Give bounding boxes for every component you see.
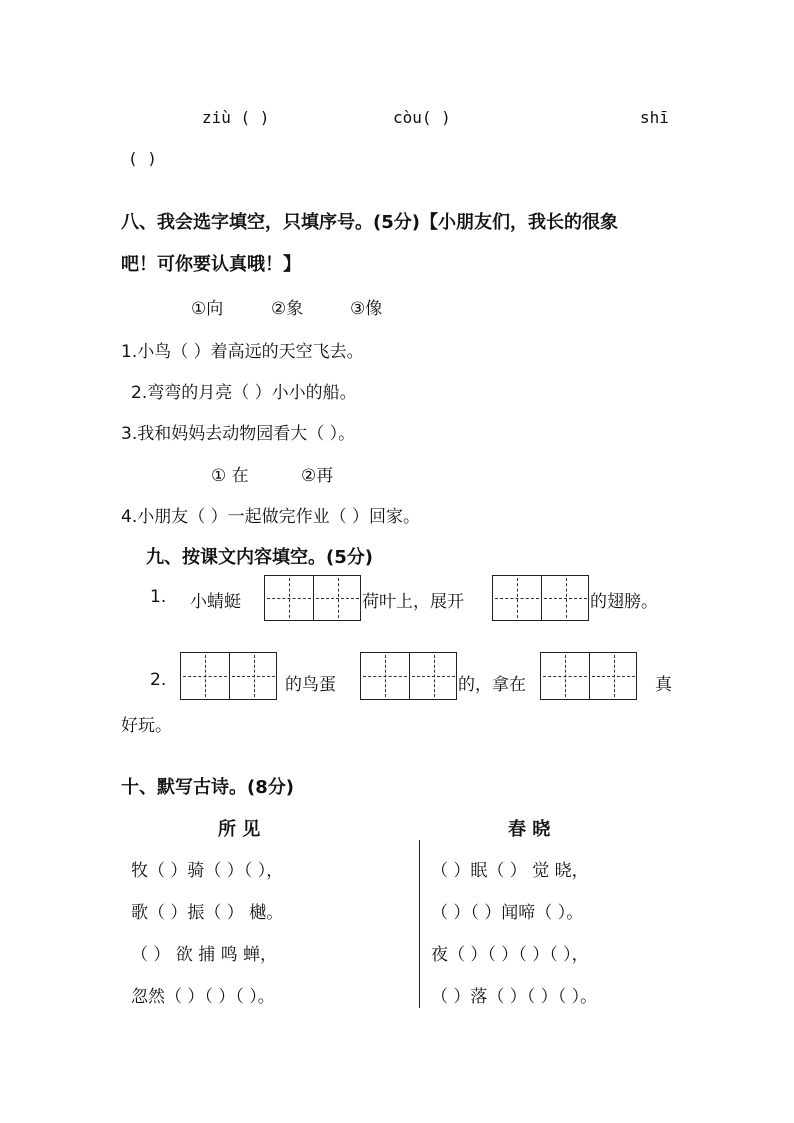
- question-4: 4.小朋友（ ）一起做完作业（ ）回家。: [121, 507, 421, 527]
- question-3: 3.我和妈妈去动物园看大（ ）。: [121, 424, 356, 444]
- line1-number: 1.: [150, 587, 167, 607]
- writing-box-1[interactable]: [264, 575, 361, 621]
- option-b1: ① 在: [211, 466, 249, 486]
- section10-title: 十、默写古诗。(8分): [121, 777, 294, 798]
- section8-title: 八、我会选字填空，只填序号。(5分)【小朋友们，我长的很象: [121, 212, 618, 233]
- option-a3: ③像: [350, 299, 383, 319]
- option-b2: ②再: [301, 466, 334, 486]
- section8-title-cont: 吧！可你要认真哦！】: [121, 254, 301, 275]
- pinyin-cou: còu( ): [393, 108, 451, 127]
- column-divider: [419, 840, 420, 1008]
- line1-text-a: 小蜻蜓: [190, 592, 241, 612]
- section9-title: 九、按课文内容填空。(5分): [146, 547, 373, 568]
- poem1-title: 所 见: [218, 819, 261, 840]
- line1-text-c: 的翅膀。: [590, 592, 658, 612]
- pinyin-ziu: ziù ( ): [202, 108, 270, 127]
- writing-box-4[interactable]: [360, 652, 457, 700]
- line2-text-a: 的鸟蛋: [285, 675, 336, 695]
- question-1: 1.小鸟（ ）着高远的天空飞去。: [121, 342, 364, 362]
- poem1-line-4: 忽然（ ）（ ）（ ）。: [131, 987, 275, 1007]
- writing-box-5[interactable]: [540, 652, 637, 700]
- writing-box-2[interactable]: [492, 575, 589, 621]
- option-a1: ①向: [191, 299, 224, 319]
- poem2-title: 春 晓: [508, 819, 551, 840]
- pinyin-shi-blank: ( ): [128, 149, 157, 168]
- pinyin-shi: shī: [640, 108, 669, 127]
- line2-text-b: 的，拿在: [458, 675, 526, 695]
- poem2-line-1: （ ）眠（ ） 觉 晓，: [431, 861, 589, 881]
- poem1-line-2: 歌（ ）振（ ） 樾。: [131, 903, 284, 923]
- poem2-line-2: （ ）（ ）闻啼（ ）。: [431, 903, 584, 923]
- line2-text-c: 真: [655, 675, 672, 695]
- question-2: 2.弯弯的月亮（ ）小小的船。: [131, 383, 357, 403]
- line2-number: 2.: [150, 670, 167, 690]
- line2-continuation: 好玩。: [121, 716, 172, 736]
- poem2-line-3: 夜（ ）（ ）（ ）（ ），: [431, 945, 589, 965]
- poem2-line-4: （ ）落（ ）（ ）（ ）。: [431, 987, 598, 1007]
- poem1-line-3: （ ） 欲 捕 鸣 蝉，: [131, 945, 278, 965]
- poem1-line-1: 牧（ ）骑（ ）（ ），: [131, 861, 284, 881]
- option-a2: ②象: [271, 299, 304, 319]
- line1-text-b: 荷叶上，展开: [362, 592, 464, 612]
- writing-box-3[interactable]: [180, 652, 277, 700]
